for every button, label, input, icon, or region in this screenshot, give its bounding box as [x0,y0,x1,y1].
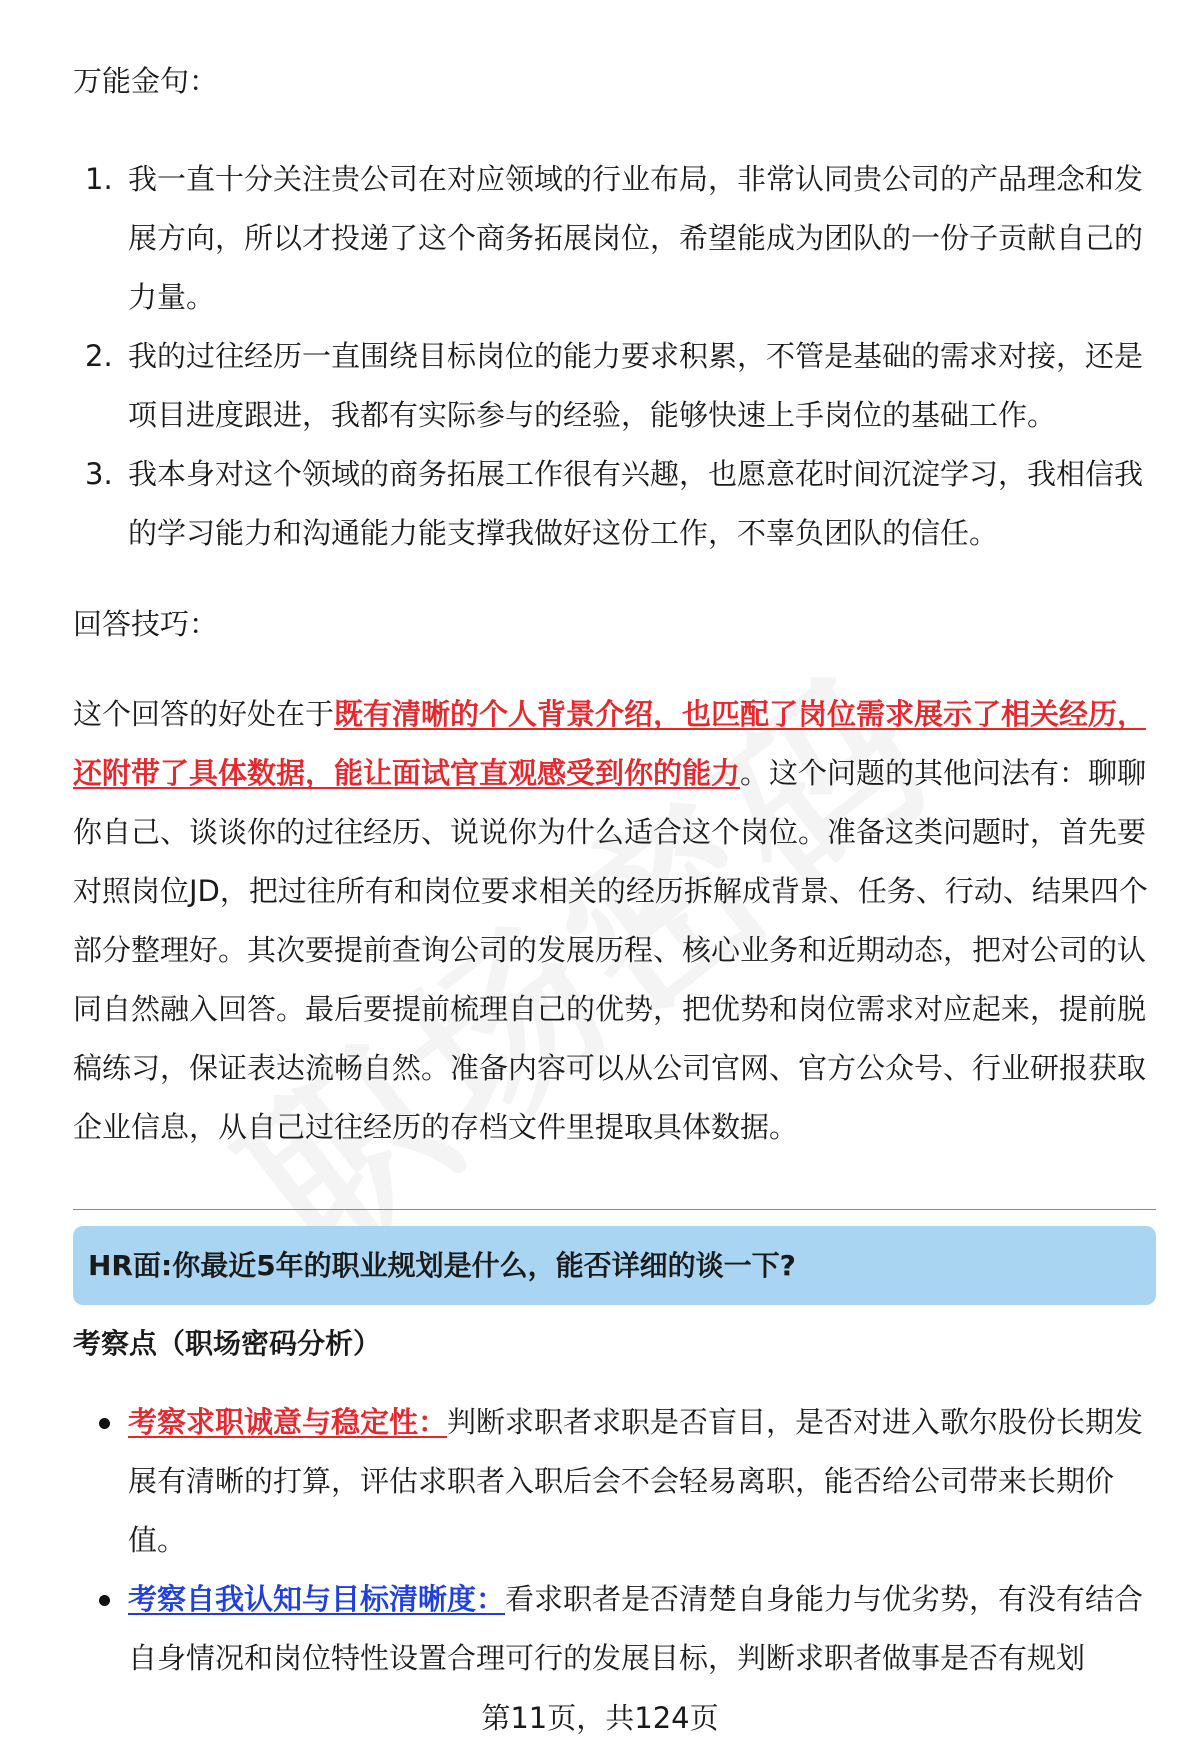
analysis-heading: 考察点（职场密码分析） [73,1327,382,1360]
bullet-key-text: 考察自我认知与目标清晰度： [128,1582,506,1616]
list-item [73,1570,1153,1688]
page-number-footer: 第11页，共124页 [481,1701,719,1735]
section-label-answer-tips: 回答技巧： [73,607,219,641]
list-item-number: 3. [85,457,113,491]
section-label-golden-sentences: 万能金句： [73,64,219,98]
golden-sentences-list [73,150,1153,563]
list-item-text: 我一直十分关注贵公司在对应领域的行业布局，非常认同贵公司的产品理念和发展方向，所以才投递了这个商务拓展岗位，希望能成为团队的一份子贡献自己的力量。 [128,162,1144,314]
list-item-number: 2. [85,339,113,373]
question-title: HR面:你最近5年的职业规划是什么，能否详细的谈一下? [88,1249,796,1282]
list-item [73,150,1153,327]
list-item-text: 我的过往经历一直围绕目标岗位的能力要求积累，不管是基础的需求对接，还是项目进度跟进，我都有实际参与的经验，能够快速上手岗位的基础工作。 [128,339,1144,432]
tips-lead-text: 这个回答的好处在于 [73,697,335,731]
tips-highlight-text: 既有清晰的个人背景介绍，也匹配了岗位需求展示了相关经历，还附带了具体数据，能让面试官直观感受到你的能力 [73,697,1147,790]
analysis-bullet-list [73,1393,1153,1688]
list-item [73,327,1153,445]
bullet-body-text: 看求职者是否清楚自身能力与优劣势，有没有结合自身情况和岗位特性设置合理可行的发展目标，判断求职者做事是否有规划 [128,1582,1144,1675]
list-item-number: 1. [85,162,113,196]
answer-tips-paragraph [73,685,1153,1157]
section-divider [73,1209,1156,1210]
bullet-key-text: 考察求职诚意与稳定性： [128,1405,448,1439]
question-box [73,1226,1156,1305]
list-item-text: 我本身对这个领域的商务拓展工作很有兴趣，也愿意花时间沉淀学习，我相信我的学习能力和沟通能力能支撑我做好这份工作，不辜负团队的信任。 [128,457,1144,550]
tips-rest-text: 。这个问题的其他问法有：聊聊你自己、谈谈你的过往经历、说说你为什么适合这个岗位。准备这类问题时，首先要对照岗位JD，把过往所有和岗位要求相关的经历拆解成背景、任务、行动、结果四个部分整理好。其次要提前查询公司的发展历程、核心业务和近期动态，把对公司的认同自然融入回答。最后要提前梳理自己的优势，把优势和岗位需求对应起来，提前脱稿练习，保证表达流畅自然。准备内容可以从公司官网、官方公众号、行业研报获取企业信息，从自己过往经历的存档文件里提取具体数据。 [73,756,1148,1144]
bullet-body-text: 判断求职者求职是否盲目，是否对进入歌尔股份长期发展有清晰的打算，评估求职者入职后会不会轻易离职，能否给公司带来长期价值。 [128,1405,1144,1557]
list-item [73,445,1153,563]
bullet-dot-icon [99,1595,110,1606]
list-item [73,1393,1153,1570]
bullet-dot-icon [99,1418,110,1429]
